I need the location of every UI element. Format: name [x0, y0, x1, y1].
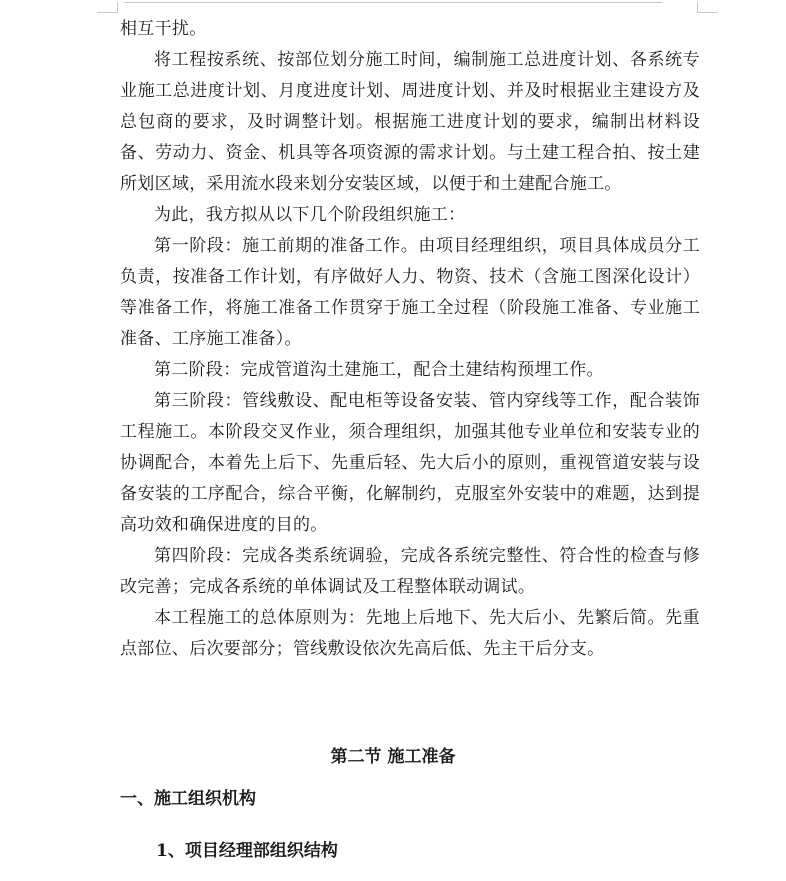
heading-level-1: 一、施工组织机构 [120, 789, 256, 809]
paragraph-stage-4: 第四阶段：完成各类系统调验，完成各系统完整性、符合性的检查与修改完善；完成各系统的单体调试及工程整体联动调试。 [120, 546, 700, 597]
page-top-edge [124, 2, 662, 3]
document-body [120, 14, 700, 665]
page-corner-mark-right [697, 2, 718, 13]
paragraph-stage-1: 第一阶段：施工前期的准备工作。由项目经理组织，项目具体成员分工负责，按准备工作计划，有序做好人力、物资、技术（含施工图深化设计）等准备工作，将施工准备工作贯穿于施工全过程（阶段施工准备、专业施工准备、工序施工准备）。 [120, 236, 700, 349]
paragraph-stage-3: 第三阶段：管线敷设、配电柜等设备安装、管内穿线等工作，配合装饰工程施工。本阶段交叉作业，须合理组织，加强其他专业单位和安装专业的协调配合，本着先上后下、先重后轻、先大后小的原则，重视管道安装与设备安装的工序配合，综合平衡，化解制约，克服室外安装中的难题，达到提高功效和确保进度的目的。 [120, 391, 700, 535]
paragraph-schedule-planning: 将工程按系统、按部位划分施工时间，编制施工总进度计划、各系统专业施工总进度计划、月度进度计划、周进度计划、并及时根据业主建设方及总包商的要求，及时调整计划。根据施工进度计划的要求，编制出材料设备、劳动力、资金、机具等各项资源的需求计划。与土建工程合拍、按土建所划区域，采用流水段来划分安装区域，以便于和土建配合施工。 [120, 50, 700, 194]
paragraph-continuation: 相互干扰。 [120, 19, 207, 39]
heading-level-2: 1、项目经理部组织结构 [156, 841, 338, 861]
paragraph-stages-intro: 为此，我方拟从以下几个阶段组织施工： [154, 205, 466, 225]
paragraph-general-principles: 本工程施工的总体原则为：先地上后地下、先大后小、先繁后简。先重点部位、后次要部分；管线敷设依次先高后低、先主干后分支。 [120, 608, 700, 659]
section-title: 第二节 施工准备 [330, 747, 456, 767]
paragraph-stage-2: 第二阶段：完成管道沟土建施工，配合土建结构预埋工作。 [154, 360, 604, 380]
page-corner-mark-left [97, 2, 118, 13]
